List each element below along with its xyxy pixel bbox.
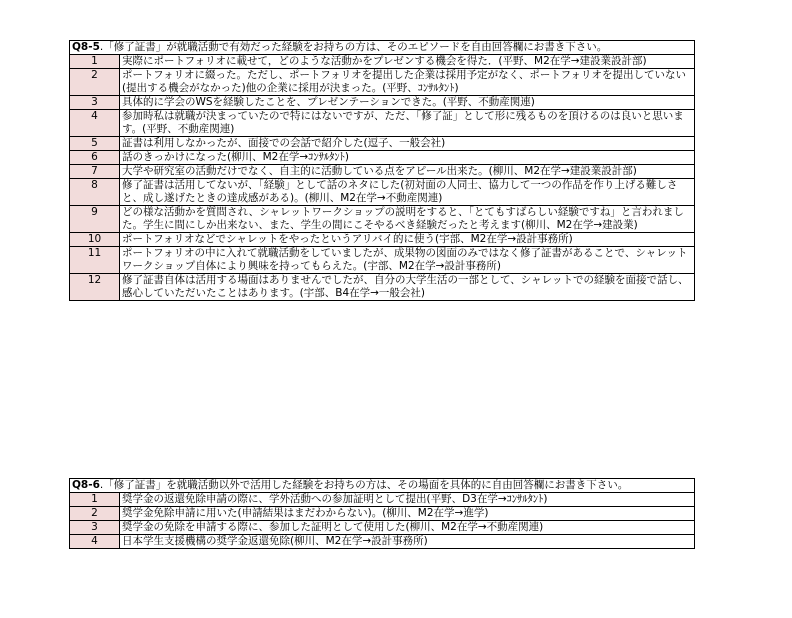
row-number: 5 [70, 137, 120, 151]
row-number: 4 [70, 535, 120, 549]
row-answer: どの様な活動かを質問され、シャレットワークショップの説明をすると、「とてもすばらしい経験ですね」と言われました。学生に間にしか出来ない、また、学生の間にこそやるべき経験だったと考えます(柳川、M2在学→建設業) [120, 206, 695, 233]
row-number: 1 [70, 55, 120, 69]
q8-5-header-row [70, 41, 695, 55]
row-answer: 証書は利用しなかったが、面接での会話で紹介した(逗子、一般会社) [120, 137, 695, 151]
row-number: 7 [70, 165, 120, 179]
table-row [70, 493, 695, 507]
q8-6-table [69, 478, 695, 549]
row-answer: 奨学金の返還免除申請の際に、学外活動への参加証明として提出(平野、D3在学→ｺﾝｻﾙﾀﾝﾄ) [120, 493, 695, 507]
table-row [70, 96, 695, 110]
row-answer: 参加時私は就職が決まっていたので特にはないですが、ただ、「修了証」として形に残るものを頂けるのは良いと思います。(平野、不動産関連) [120, 110, 695, 137]
table-row [70, 247, 695, 274]
row-answer: 日本学生支援機構の奨学金返還免除(柳川、M2在学→設計事務所) [120, 535, 695, 549]
row-answer: ポートフォリオなどでシャレットをやったというアリバイ的に使う(宇部、M2在学→設計事務所) [120, 233, 695, 247]
row-answer: 修了証書は活用してないが、「経験」として話のネタにした(初対面の人同士、協力して一つの作品を作り上げる難しさと、成し遂げたときの達成感がある)。(柳川、M2在学→不動産関連) [120, 179, 695, 206]
row-answer: 話のきっかけになった(柳川、M2在学→ｺﾝｻﾙﾀﾝﾄ) [120, 151, 695, 165]
row-number: 2 [70, 69, 120, 96]
q8-5-question [70, 41, 695, 55]
q8-6-question [70, 479, 695, 493]
row-number: 4 [70, 110, 120, 137]
table-row [70, 165, 695, 179]
table-row [70, 179, 695, 206]
row-answer: ポートフォリオの中に入れて就職活動をしていましたが、成果物の図面のみではなく修了証書があることで、シャレットワークショップ自体により興味を持ってもらえた。(宇部、M2在学→設計事務所) [120, 247, 695, 274]
row-number: 8 [70, 179, 120, 206]
row-answer: 奨学金免除申請に用いた(申請結果はまだわからない)。(柳川、M2在学→進学) [120, 507, 695, 521]
table-row [70, 233, 695, 247]
row-number: 10 [70, 233, 120, 247]
table-row [70, 69, 695, 96]
table-row [70, 137, 695, 151]
row-answer: 具体的に学会のWSを経験したことを、プレゼンテーションできた。(平野、不動産関連) [120, 96, 695, 110]
row-number: 12 [70, 274, 120, 301]
question-number: Q8-5 [72, 41, 100, 53]
table-row [70, 274, 695, 301]
table-row [70, 507, 695, 521]
row-number: 3 [70, 96, 120, 110]
row-number: 6 [70, 151, 120, 165]
question-number: Q8-6 [72, 479, 100, 491]
row-answer: 大学や研究室の活動だけでなく、自主的に活動している点をアピール出来た。(柳川、M2在学→建設業設計部) [120, 165, 695, 179]
row-answer: 奨学金の免除を申請する際に、参加した証明として使用した(柳川、M2在学→不動産関連) [120, 521, 695, 535]
row-answer: 実際にポートフォリオに載せて，どのような活動かをプレゼンする機会を得た．(平野、M2在学→建設業設計部) [120, 55, 695, 69]
question-text: .「修了証書」を就職活動以外で活用した経験をお持ちの方は、その場面を具体的に自由回答欄にお書き下さい。 [99, 479, 629, 491]
table-row [70, 55, 695, 69]
table-row [70, 110, 695, 137]
row-number: 1 [70, 493, 120, 507]
q8-6-header-row [70, 479, 695, 493]
row-number: 2 [70, 507, 120, 521]
row-answer: ポートフォリオに綴った。ただし、ポートフォリオを提出した企業は採用予定がなく、ポートフォリオを提出していない(提出する機会がなかった)他の企業に採用が決まった。(平野、ｺﾝｻﾙﾀﾝﾄ) [120, 69, 695, 96]
table-row [70, 521, 695, 535]
row-number: 3 [70, 521, 120, 535]
table-row [70, 206, 695, 233]
row-number: 11 [70, 247, 120, 274]
question-text: .「修了証書」が就職活動で有効だった経験をお持ちの方は、そのエピソードを自由回答欄にお書き下さい。 [99, 41, 608, 53]
table-row [70, 535, 695, 549]
q8-5-table [69, 40, 695, 301]
row-number: 9 [70, 206, 120, 233]
table-row [70, 151, 695, 165]
row-answer: 修了証書自体は活用する場面はありませんでしたが、自分の大学生活の一部として、シャレットでの経験を面接で話し、感心していただいたことはあります。(宇部、B4在学→一般会社) [120, 274, 695, 301]
